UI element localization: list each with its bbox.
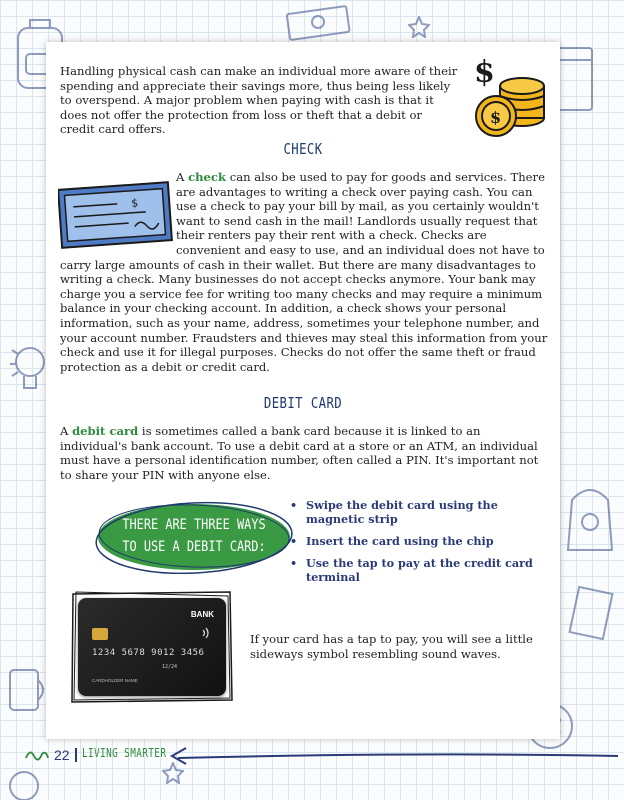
book-doodle: [566, 580, 616, 650]
card-expiry: 12/24: [162, 664, 178, 670]
coins-icon: [464, 56, 550, 140]
dollar-sign-coin: $: [490, 108, 502, 127]
list-item: • Use the tap to pay at the credit card terminal: [286, 556, 536, 584]
check-paragraph: [60, 170, 550, 374]
callout-line-2: TO USE A DEBIT CARD:: [122, 539, 266, 555]
chip-icon: [92, 628, 108, 640]
check-dollar-sign: $: [130, 196, 139, 210]
card-bank-label: BANK: [190, 610, 214, 619]
dollar-sign-large: $: [474, 56, 495, 90]
star-doodle: [408, 16, 430, 38]
debit-body: is sometimes called a bank card because it is linked to an individual's bank account. To use a debit card at a store or an ATM, an individual must have a personal identification number, often called a PIN. It's important not to share your PIN with anyone else.: [60, 424, 539, 482]
list-item: • Insert the card using the chip: [286, 534, 536, 548]
debit-card-heading: DEBIT CARD: [263, 394, 343, 412]
card-number: 1234 5678 9012 3456: [92, 648, 205, 658]
debit-usage-list: [286, 498, 536, 592]
check-heading: CHECK: [283, 140, 323, 158]
callout-text: [109, 514, 279, 558]
page-number: 22: [54, 747, 70, 763]
bag-doodle: [562, 470, 618, 560]
intro-paragraph: Handling physical cash can make an individual more aware of their spending and appreciate their savings more, thus being less likely to overspend. A major problem when paying with cash is that it does not offer the protection from loss or theft that a debit or credit card offers.: [60, 64, 458, 137]
lightbulb-doodle: [8, 340, 46, 410]
footer-separator: [75, 748, 77, 762]
debit-card-image: [78, 598, 226, 696]
check-image-spacer: [60, 170, 176, 250]
debit-lead: A: [60, 424, 73, 438]
list-item: • Swipe the debit card using the magnetic strip: [286, 498, 536, 526]
footer-title: LIVING SMARTER: [82, 746, 167, 760]
contactless-icon: [200, 626, 212, 640]
money-stack-doodle: [284, 2, 354, 42]
debit-paragraph: [60, 424, 550, 482]
callout-line-1: THERE ARE THREE WAYS: [122, 517, 266, 533]
debit-keyword: debit card: [72, 424, 139, 438]
check-body: can also be used to pay for goods and services. There are advantages to writing a check over paying cash. You can use a check to pay your bill by mail, as you certainly wouldn't want to send cash in the mail! Landlords usually request that their renters pay their rent with a check. Checks are convenient and easy to use, and an individual does not have to carry large amounts of cash in their wallet. But there are many disadvantages to writing a check. Many businesses do not accept checks anymore. Your bank may charge you a service fee for writing too many checks and may require a minimum balance in your checking account. In addition, a check shows your personal information, such as your name, address, sometimes your telephone number, and your account number. Fraudsters and thieves may steal this information from your check and use it for illegal purposes. Checks do not offer the same theft or fraud protection as a debit or credit card.: [60, 170, 548, 374]
card-holder: CARDHOLDER NAME: [92, 678, 138, 683]
mug-doodle: [4, 660, 48, 720]
check-lead: A: [176, 170, 189, 184]
check-keyword: check: [188, 170, 227, 184]
signature-icon: [24, 746, 50, 764]
content-card: [46, 42, 560, 739]
tap-to-pay-paragraph: If your card has a tap to pay, you will see a little sideways symbol resembling sound waves.: [250, 632, 533, 661]
